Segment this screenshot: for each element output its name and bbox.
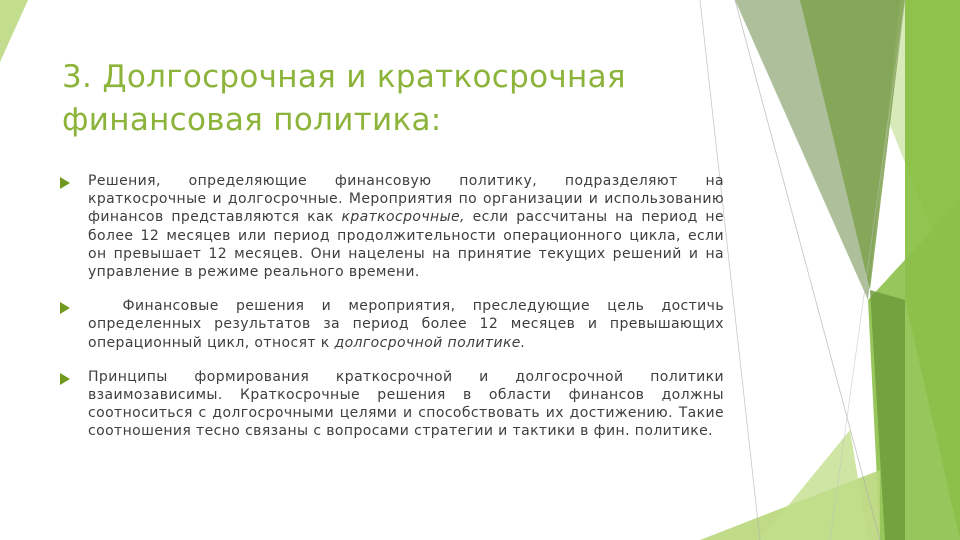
text-run: Принципы формирования краткосрочной и долгосрочной политики взаимозависимы. Краткосрочные решения в области финансов должны соотноситься с долгосрочными целями и способствовать их достижению. Такие соотношения тесно связаны с вопросами стратегии и тактики в фин. политике. xyxy=(88,368,724,440)
bullet-triangle-icon xyxy=(60,302,70,314)
text-run: Решения, определяющие финансовую политику, подразделяют на краткосрочные и долгосрочные. Мероприятия по организации и использованию финансов представляются как xyxy=(88,173,724,226)
slide-title: 3. Долгосрочная и краткосрочная финансовая политика: xyxy=(62,59,626,138)
bullet-item xyxy=(60,368,724,441)
bullet-list xyxy=(60,172,729,457)
bullet-triangle-icon xyxy=(60,177,70,189)
text-run: Финансовые решения и мероприятия, преследующие цель достичь определенных результатов за период более 12 месяцев и превышающих операционный цикл, относят к xyxy=(88,298,729,351)
bullet-text xyxy=(88,172,724,281)
text-run-italic: долгосрочной политике. xyxy=(334,334,526,351)
text-run: если рассчитаны на период не более 12 месяцев или период продолжительности операционного цикла, если он превышает 12 месяцев. Они нацелены на принятие текущих решений и на управление в режиме реального времени. xyxy=(88,209,724,281)
decor-corner-triangle xyxy=(0,0,28,62)
bullet-text xyxy=(88,368,724,441)
bullet-triangle-icon xyxy=(60,373,70,385)
text-run-italic: краткосрочные, xyxy=(341,209,465,226)
decor-light-wedge xyxy=(760,430,868,540)
bullet-text xyxy=(88,297,729,352)
bullet-item xyxy=(60,172,724,281)
bullet-item xyxy=(60,297,729,352)
